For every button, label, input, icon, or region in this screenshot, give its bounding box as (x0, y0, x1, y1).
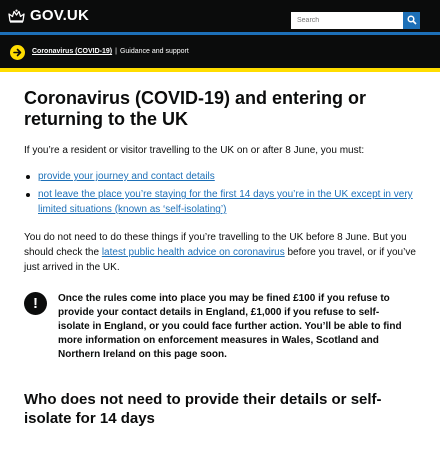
search-input[interactable] (291, 12, 403, 29)
banner-text (32, 47, 189, 57)
banner-subtitle: Guidance and support (119, 48, 189, 55)
warning-text: Once the rules come into place you may be fined £100 if you refuse to provide your contact details in England, £1,000 if you refuse to self-isolate in England, or you could face further action. You’ll be able to find more information on enforcement measures in Wales, Scotland and Northern Ireland on this page soon. (58, 293, 402, 360)
govuk-logo[interactable] (8, 8, 89, 24)
covid-banner-link[interactable]: Coronavirus (COVID-19) (32, 48, 113, 55)
advice-text-before: You do not need to do these things if you’re travelling to the UK before 8 June. But you should check the (24, 232, 407, 258)
crown-icon (8, 9, 25, 23)
main-content (24, 88, 424, 428)
travel-advice-text (24, 230, 424, 275)
page-title: Coronavirus (COVID-19) and entering or returning to the UK (24, 88, 367, 129)
logo-text: GOV.UK (30, 7, 89, 24)
banner-separator: | (115, 48, 117, 55)
requirements-list (24, 169, 424, 217)
covid-banner (0, 35, 440, 72)
list-item (24, 187, 424, 217)
search-button[interactable] (403, 12, 420, 29)
site-header (0, 0, 440, 32)
list-item (24, 169, 424, 184)
arrow-right-icon (10, 45, 25, 60)
section-heading: Who does not need to provide their details or self-isolate for 14 days (24, 391, 382, 427)
warning-callout (24, 292, 424, 362)
self-isolating-link[interactable]: not leave the place you’re staying for the first 14 days you’re in the UK except in very limited situations (known as ‘self-isolating’) (38, 189, 413, 215)
intro-text: If you’re a resident or visitor travelling to the UK on or after 8 June, you must: (24, 145, 365, 156)
journey-details-link[interactable]: provide your journey and contact details (38, 171, 215, 182)
public-health-advice-link[interactable]: latest public health advice on coronavirus (101, 247, 285, 258)
search-icon (407, 12, 417, 30)
warning-icon: ! (24, 292, 47, 315)
advice-text-after: before you travel, or if you’ve just arrived in the UK. (24, 247, 416, 273)
